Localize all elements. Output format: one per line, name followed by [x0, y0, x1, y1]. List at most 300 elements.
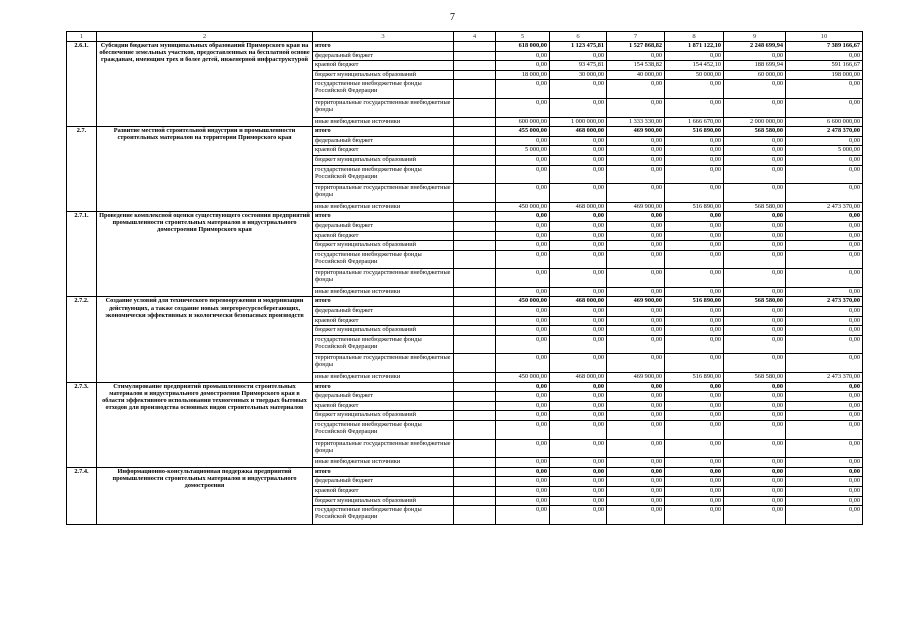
- amount-cell: 0,00: [724, 477, 786, 487]
- amount-cell: 0,00: [607, 506, 665, 525]
- empty-cell: [454, 411, 496, 421]
- amount-cell: 0,00: [496, 458, 550, 468]
- amount-cell: 0,00: [550, 316, 607, 326]
- funding-source: территориальные государственные внебюджетные фонды: [313, 439, 454, 458]
- empty-cell: [454, 127, 496, 137]
- amount-cell: 0,00: [665, 165, 724, 184]
- amount-cell: 568 580,00: [724, 202, 786, 212]
- item-code: 2.7.1.: [67, 212, 97, 297]
- amount-cell: 516 890,00: [665, 297, 724, 307]
- amount-cell: 0,00: [724, 231, 786, 241]
- empty-cell: [454, 117, 496, 127]
- amount-cell: 30 000,00: [550, 70, 607, 80]
- amount-cell: 0,00: [786, 467, 863, 477]
- amount-cell: 0,00: [550, 146, 607, 156]
- amount-cell: 0,00: [496, 51, 550, 61]
- amount-cell: 0,00: [665, 506, 724, 525]
- funding-source: бюджет муниципальных образований: [313, 70, 454, 80]
- amount-cell: 0,00: [550, 250, 607, 269]
- empty-cell: [454, 421, 496, 440]
- amount-cell: 0,00: [724, 80, 786, 99]
- table-row: [67, 297, 863, 307]
- amount-cell: 2 478 370,00: [786, 127, 863, 137]
- amount-cell: 0,00: [550, 231, 607, 241]
- empty-cell: [454, 467, 496, 477]
- amount-cell: 0,00: [550, 165, 607, 184]
- amount-cell: 0,00: [607, 287, 665, 297]
- amount-cell: 0,00: [550, 307, 607, 317]
- amount-cell: 1 871 122,10: [665, 42, 724, 52]
- amount-cell: 0,00: [607, 212, 665, 222]
- empty-cell: [454, 80, 496, 99]
- amount-cell: 0,00: [786, 506, 863, 525]
- item-code: 2.6.1.: [67, 42, 97, 127]
- amount-cell: 0,00: [786, 496, 863, 506]
- amount-cell: 0,00: [665, 155, 724, 165]
- item-name: Создание условий для технического перевооружения и модернизации действующих, а также создание новых энергоресурсосберегающих, экономически эффективных и экологически безопасных производств: [97, 297, 313, 382]
- funding-source: территориальные государственные внебюджетные фонды: [313, 98, 454, 117]
- amount-cell: 0,00: [496, 335, 550, 354]
- empty-cell: [454, 477, 496, 487]
- funding-source: государственные внебюджетные фонды Российской Федерации: [313, 335, 454, 354]
- item-name: Информационно-консультационная поддержка предприятий промышленности строительных материалов и индустриального домостроения: [97, 467, 313, 524]
- amount-cell: 0,00: [665, 241, 724, 251]
- amount-cell: 468 000,00: [550, 373, 607, 383]
- empty-cell: [454, 326, 496, 336]
- amount-cell: 0,00: [786, 184, 863, 203]
- empty-cell: [454, 307, 496, 317]
- amount-cell: 0,00: [496, 221, 550, 231]
- amount-cell: 0,00: [724, 354, 786, 373]
- amount-cell: 0,00: [665, 316, 724, 326]
- funding-source: федеральный бюджет: [313, 51, 454, 61]
- funding-source: бюджет муниципальных образований: [313, 411, 454, 421]
- amount-cell: 0,00: [496, 250, 550, 269]
- column-number: 10: [786, 32, 863, 42]
- amount-cell: 0,00: [665, 382, 724, 392]
- amount-cell: 0,00: [786, 458, 863, 468]
- amount-cell: 0,00: [607, 467, 665, 477]
- empty-cell: [454, 392, 496, 402]
- amount-cell: 568 580,00: [724, 297, 786, 307]
- amount-cell: 0,00: [786, 250, 863, 269]
- funding-source: государственные внебюджетные фонды Российской Федерации: [313, 165, 454, 184]
- amount-cell: 0,00: [496, 401, 550, 411]
- funding-source: иные внебюджетные источники: [313, 117, 454, 127]
- amount-cell: 0,00: [607, 165, 665, 184]
- amount-cell: 0,00: [550, 136, 607, 146]
- amount-cell: 0,00: [496, 382, 550, 392]
- amount-cell: 0,00: [607, 477, 665, 487]
- item-code: 2.7.4.: [67, 467, 97, 524]
- item-name: Субсидии бюджетам муниципальных образований Приморского края на обеспечение земельных участков, предоставленных на бесплатной основе гражданам, имеющим трех и более детей, инженерной инфраструктурой: [97, 42, 313, 127]
- amount-cell: 0,00: [786, 486, 863, 496]
- amount-cell: 0,00: [786, 155, 863, 165]
- funding-source: бюджет муниципальных образований: [313, 241, 454, 251]
- amount-cell: 0,00: [550, 467, 607, 477]
- amount-cell: 0,00: [665, 411, 724, 421]
- amount-cell: 600 000,00: [496, 117, 550, 127]
- amount-cell: 2 248 699,94: [724, 42, 786, 52]
- amount-cell: 0,00: [550, 184, 607, 203]
- empty-cell: [454, 373, 496, 383]
- funding-source: иные внебюджетные источники: [313, 202, 454, 212]
- amount-cell: 0,00: [607, 354, 665, 373]
- column-number: 1: [67, 32, 97, 42]
- amount-cell: 0,00: [724, 382, 786, 392]
- amount-cell: 93 475,81: [550, 61, 607, 71]
- amount-cell: 0,00: [607, 51, 665, 61]
- amount-cell: 0,00: [665, 401, 724, 411]
- table-row: [67, 382, 863, 392]
- amount-cell: 0,00: [496, 467, 550, 477]
- amount-cell: 0,00: [496, 136, 550, 146]
- amount-cell: 0,00: [724, 165, 786, 184]
- funding-source: государственные внебюджетные фонды Российской Федерации: [313, 506, 454, 525]
- amount-cell: 1 123 475,81: [550, 42, 607, 52]
- amount-cell: 516 890,00: [665, 373, 724, 383]
- amount-cell: 0,00: [607, 411, 665, 421]
- amount-cell: 0,00: [724, 411, 786, 421]
- amount-cell: 0,00: [724, 421, 786, 440]
- funding-source: краевой бюджет: [313, 231, 454, 241]
- amount-cell: 0,00: [665, 354, 724, 373]
- amount-cell: 618 000,00: [496, 42, 550, 52]
- item-name: Проведение комплексной оценки существующего состояния предприятий промышленности строительных материалов и индустриального домостроения Приморского края: [97, 212, 313, 297]
- amount-cell: 0,00: [724, 241, 786, 251]
- amount-cell: 0,00: [724, 401, 786, 411]
- amount-cell: 516 890,00: [665, 127, 724, 137]
- amount-cell: 2 000 000,00: [724, 117, 786, 127]
- empty-cell: [454, 221, 496, 231]
- amount-cell: 0,00: [665, 80, 724, 99]
- amount-cell: 1 333 330,00: [607, 117, 665, 127]
- amount-cell: 469 900,00: [607, 127, 665, 137]
- table-row: [67, 212, 863, 222]
- funding-source: итого: [313, 297, 454, 307]
- amount-cell: 0,00: [665, 392, 724, 402]
- table-row: [67, 467, 863, 477]
- amount-cell: 0,00: [607, 486, 665, 496]
- amount-cell: 0,00: [724, 392, 786, 402]
- funding-source: иные внебюджетные источники: [313, 287, 454, 297]
- amount-cell: 0,00: [786, 354, 863, 373]
- empty-cell: [454, 354, 496, 373]
- column-number: 5: [496, 32, 550, 42]
- amount-cell: 0,00: [550, 155, 607, 165]
- amount-cell: 0,00: [550, 421, 607, 440]
- amount-cell: 450 000,00: [496, 202, 550, 212]
- funding-source: федеральный бюджет: [313, 477, 454, 487]
- amount-cell: 0,00: [786, 51, 863, 61]
- amount-cell: 0,00: [665, 458, 724, 468]
- amount-cell: 0,00: [607, 326, 665, 336]
- amount-cell: 0,00: [724, 496, 786, 506]
- amount-cell: 0,00: [786, 411, 863, 421]
- amount-cell: 0,00: [550, 98, 607, 117]
- amount-cell: 0,00: [550, 51, 607, 61]
- amount-cell: 0,00: [550, 392, 607, 402]
- funding-source: государственные внебюджетные фонды Российской Федерации: [313, 421, 454, 440]
- amount-cell: 0,00: [496, 287, 550, 297]
- amount-cell: 0,00: [724, 136, 786, 146]
- funding-source: федеральный бюджет: [313, 221, 454, 231]
- amount-cell: 0,00: [496, 316, 550, 326]
- empty-cell: [454, 165, 496, 184]
- amount-cell: 0,00: [724, 316, 786, 326]
- amount-cell: 0,00: [550, 212, 607, 222]
- empty-cell: [454, 316, 496, 326]
- amount-cell: 0,00: [496, 307, 550, 317]
- amount-cell: 0,00: [550, 496, 607, 506]
- column-number: 4: [454, 32, 496, 42]
- amount-cell: 0,00: [550, 477, 607, 487]
- amount-cell: 0,00: [550, 326, 607, 336]
- amount-cell: 0,00: [607, 392, 665, 402]
- funding-source: краевой бюджет: [313, 146, 454, 156]
- empty-cell: [454, 335, 496, 354]
- amount-cell: 0,00: [665, 421, 724, 440]
- amount-cell: 0,00: [607, 221, 665, 231]
- amount-cell: 0,00: [496, 421, 550, 440]
- amount-cell: 468 000,00: [550, 202, 607, 212]
- amount-cell: 0,00: [496, 477, 550, 487]
- amount-cell: 0,00: [665, 326, 724, 336]
- amount-cell: 0,00: [724, 326, 786, 336]
- funding-source: государственные внебюджетные фонды Российской Федерации: [313, 250, 454, 269]
- amount-cell: 0,00: [786, 80, 863, 99]
- amount-cell: 0,00: [607, 307, 665, 317]
- amount-cell: 0,00: [496, 231, 550, 241]
- budget-table: [66, 31, 863, 525]
- funding-source: итого: [313, 467, 454, 477]
- amount-cell: 0,00: [665, 212, 724, 222]
- empty-cell: [454, 202, 496, 212]
- amount-cell: 154 452,10: [665, 61, 724, 71]
- amount-cell: 0,00: [786, 136, 863, 146]
- empty-cell: [454, 212, 496, 222]
- funding-source: бюджет муниципальных образований: [313, 496, 454, 506]
- amount-cell: 0,00: [496, 80, 550, 99]
- funding-source: федеральный бюджет: [313, 307, 454, 317]
- amount-cell: 0,00: [786, 241, 863, 251]
- funding-source: иные внебюджетные источники: [313, 458, 454, 468]
- empty-cell: [454, 458, 496, 468]
- amount-cell: 0,00: [550, 382, 607, 392]
- empty-cell: [454, 297, 496, 307]
- amount-cell: 516 890,00: [665, 202, 724, 212]
- funding-source: бюджет муниципальных образований: [313, 326, 454, 336]
- amount-cell: 0,00: [665, 98, 724, 117]
- amount-cell: 0,00: [724, 486, 786, 496]
- empty-cell: [454, 136, 496, 146]
- amount-cell: 1 666 670,00: [665, 117, 724, 127]
- empty-cell: [454, 250, 496, 269]
- funding-source: краевой бюджет: [313, 61, 454, 71]
- amount-cell: 2 473 370,00: [786, 202, 863, 212]
- amount-cell: 0,00: [496, 155, 550, 165]
- amount-cell: 0,00: [786, 316, 863, 326]
- empty-cell: [454, 287, 496, 297]
- empty-cell: [454, 42, 496, 52]
- amount-cell: 0,00: [786, 231, 863, 241]
- amount-cell: 0,00: [496, 184, 550, 203]
- amount-cell: 0,00: [786, 477, 863, 487]
- amount-cell: 469 900,00: [607, 202, 665, 212]
- amount-cell: 40 000,00: [607, 70, 665, 80]
- amount-cell: 0,00: [786, 269, 863, 288]
- amount-cell: 0,00: [724, 184, 786, 203]
- amount-cell: 0,00: [665, 51, 724, 61]
- amount-cell: 5 000,00: [786, 146, 863, 156]
- amount-cell: 0,00: [607, 421, 665, 440]
- amount-cell: 0,00: [607, 316, 665, 326]
- page-number: 7: [450, 12, 455, 23]
- item-code: 2.7.: [67, 127, 97, 212]
- amount-cell: 154 538,82: [607, 61, 665, 71]
- amount-cell: 0,00: [496, 411, 550, 421]
- empty-cell: [454, 155, 496, 165]
- amount-cell: 0,00: [665, 496, 724, 506]
- amount-cell: 0,00: [665, 477, 724, 487]
- amount-cell: 591 166,67: [786, 61, 863, 71]
- amount-cell: 0,00: [607, 136, 665, 146]
- amount-cell: 0,00: [724, 98, 786, 117]
- amount-cell: 0,00: [550, 287, 607, 297]
- amount-cell: 0,00: [665, 287, 724, 297]
- amount-cell: 0,00: [550, 335, 607, 354]
- amount-cell: 0,00: [550, 458, 607, 468]
- amount-cell: 0,00: [786, 98, 863, 117]
- empty-cell: [454, 439, 496, 458]
- amount-cell: 0,00: [665, 467, 724, 477]
- amount-cell: 0,00: [786, 401, 863, 411]
- amount-cell: 0,00: [550, 439, 607, 458]
- amount-cell: 0,00: [496, 269, 550, 288]
- amount-cell: 0,00: [607, 496, 665, 506]
- amount-cell: 469 900,00: [607, 373, 665, 383]
- amount-cell: 0,00: [550, 221, 607, 231]
- column-number: 6: [550, 32, 607, 42]
- amount-cell: 0,00: [496, 212, 550, 222]
- empty-cell: [454, 486, 496, 496]
- amount-cell: 0,00: [786, 221, 863, 231]
- amount-cell: 0,00: [665, 335, 724, 354]
- funding-source: итого: [313, 42, 454, 52]
- funding-source: бюджет муниципальных образований: [313, 155, 454, 165]
- amount-cell: 18 000,00: [496, 70, 550, 80]
- funding-source: территориальные государственные внебюджетные фонды: [313, 184, 454, 203]
- amount-cell: 0,00: [607, 80, 665, 99]
- amount-cell: 0,00: [786, 287, 863, 297]
- item-name: Стимулирование предприятий промышленности строительных материалов и индустриального домостроения Приморского края в области эффективного использования техногенных и твердых бытовых отходов для производства основных видов строительных материалов: [97, 382, 313, 467]
- amount-cell: 0,00: [786, 392, 863, 402]
- amount-cell: 0,00: [607, 401, 665, 411]
- empty-cell: [454, 70, 496, 80]
- table-row: [67, 127, 863, 137]
- funding-source: федеральный бюджет: [313, 136, 454, 146]
- amount-cell: 0,00: [786, 335, 863, 354]
- amount-cell: 0,00: [496, 506, 550, 525]
- amount-cell: 0,00: [607, 439, 665, 458]
- amount-cell: 0,00: [665, 184, 724, 203]
- amount-cell: 50 000,00: [665, 70, 724, 80]
- amount-cell: 188 699,94: [724, 61, 786, 71]
- amount-cell: 0,00: [665, 486, 724, 496]
- amount-cell: 0,00: [496, 486, 550, 496]
- funding-source: итого: [313, 382, 454, 392]
- amount-cell: 0,00: [724, 307, 786, 317]
- amount-cell: 0,00: [607, 269, 665, 288]
- empty-cell: [454, 269, 496, 288]
- amount-cell: 469 900,00: [607, 297, 665, 307]
- amount-cell: 0,00: [786, 165, 863, 184]
- amount-cell: 0,00: [550, 486, 607, 496]
- amount-cell: 1 000 000,00: [550, 117, 607, 127]
- amount-cell: 0,00: [724, 458, 786, 468]
- amount-cell: 0,00: [724, 287, 786, 297]
- table-row: [67, 42, 863, 52]
- funding-source: краевой бюджет: [313, 401, 454, 411]
- amount-cell: 0,00: [607, 382, 665, 392]
- amount-cell: 455 000,00: [496, 127, 550, 137]
- amount-cell: 0,00: [496, 496, 550, 506]
- column-number-row: [67, 32, 863, 42]
- amount-cell: 0,00: [550, 401, 607, 411]
- amount-cell: 0,00: [496, 241, 550, 251]
- amount-cell: 0,00: [724, 439, 786, 458]
- amount-cell: 0,00: [724, 221, 786, 231]
- amount-cell: 0,00: [786, 382, 863, 392]
- amount-cell: 7 389 166,67: [786, 42, 863, 52]
- column-number: 7: [607, 32, 665, 42]
- amount-cell: 450 000,00: [496, 297, 550, 307]
- column-number: 8: [665, 32, 724, 42]
- amount-cell: 468 000,00: [550, 297, 607, 307]
- amount-cell: 6 600 000,00: [786, 117, 863, 127]
- item-name: Развитие местной строительной индустрии и промышленности строительных материалов на территории Приморского края: [97, 127, 313, 212]
- funding-source: территориальные государственные внебюджетные фонды: [313, 354, 454, 373]
- amount-cell: 0,00: [550, 269, 607, 288]
- amount-cell: 0,00: [665, 136, 724, 146]
- amount-cell: 0,00: [607, 155, 665, 165]
- amount-cell: 0,00: [607, 98, 665, 117]
- amount-cell: 0,00: [496, 98, 550, 117]
- funding-source: итого: [313, 127, 454, 137]
- amount-cell: 0,00: [724, 155, 786, 165]
- column-number: 2: [97, 32, 313, 42]
- amount-cell: 568 580,00: [724, 373, 786, 383]
- amount-cell: 0,00: [665, 231, 724, 241]
- empty-cell: [454, 184, 496, 203]
- amount-cell: 450 000,00: [496, 373, 550, 383]
- amount-cell: 0,00: [496, 354, 550, 373]
- amount-cell: 0,00: [786, 326, 863, 336]
- empty-cell: [454, 51, 496, 61]
- amount-cell: 0,00: [496, 392, 550, 402]
- amount-cell: 60 000,00: [724, 70, 786, 80]
- amount-cell: 0,00: [724, 146, 786, 156]
- funding-source: краевой бюджет: [313, 316, 454, 326]
- amount-cell: 0,00: [724, 212, 786, 222]
- amount-cell: 0,00: [724, 335, 786, 354]
- amount-cell: 0,00: [665, 250, 724, 269]
- amount-cell: 0,00: [607, 458, 665, 468]
- amount-cell: 0,00: [496, 165, 550, 184]
- amount-cell: 0,00: [665, 307, 724, 317]
- amount-cell: 0,00: [550, 241, 607, 251]
- amount-cell: 5 000,00: [496, 146, 550, 156]
